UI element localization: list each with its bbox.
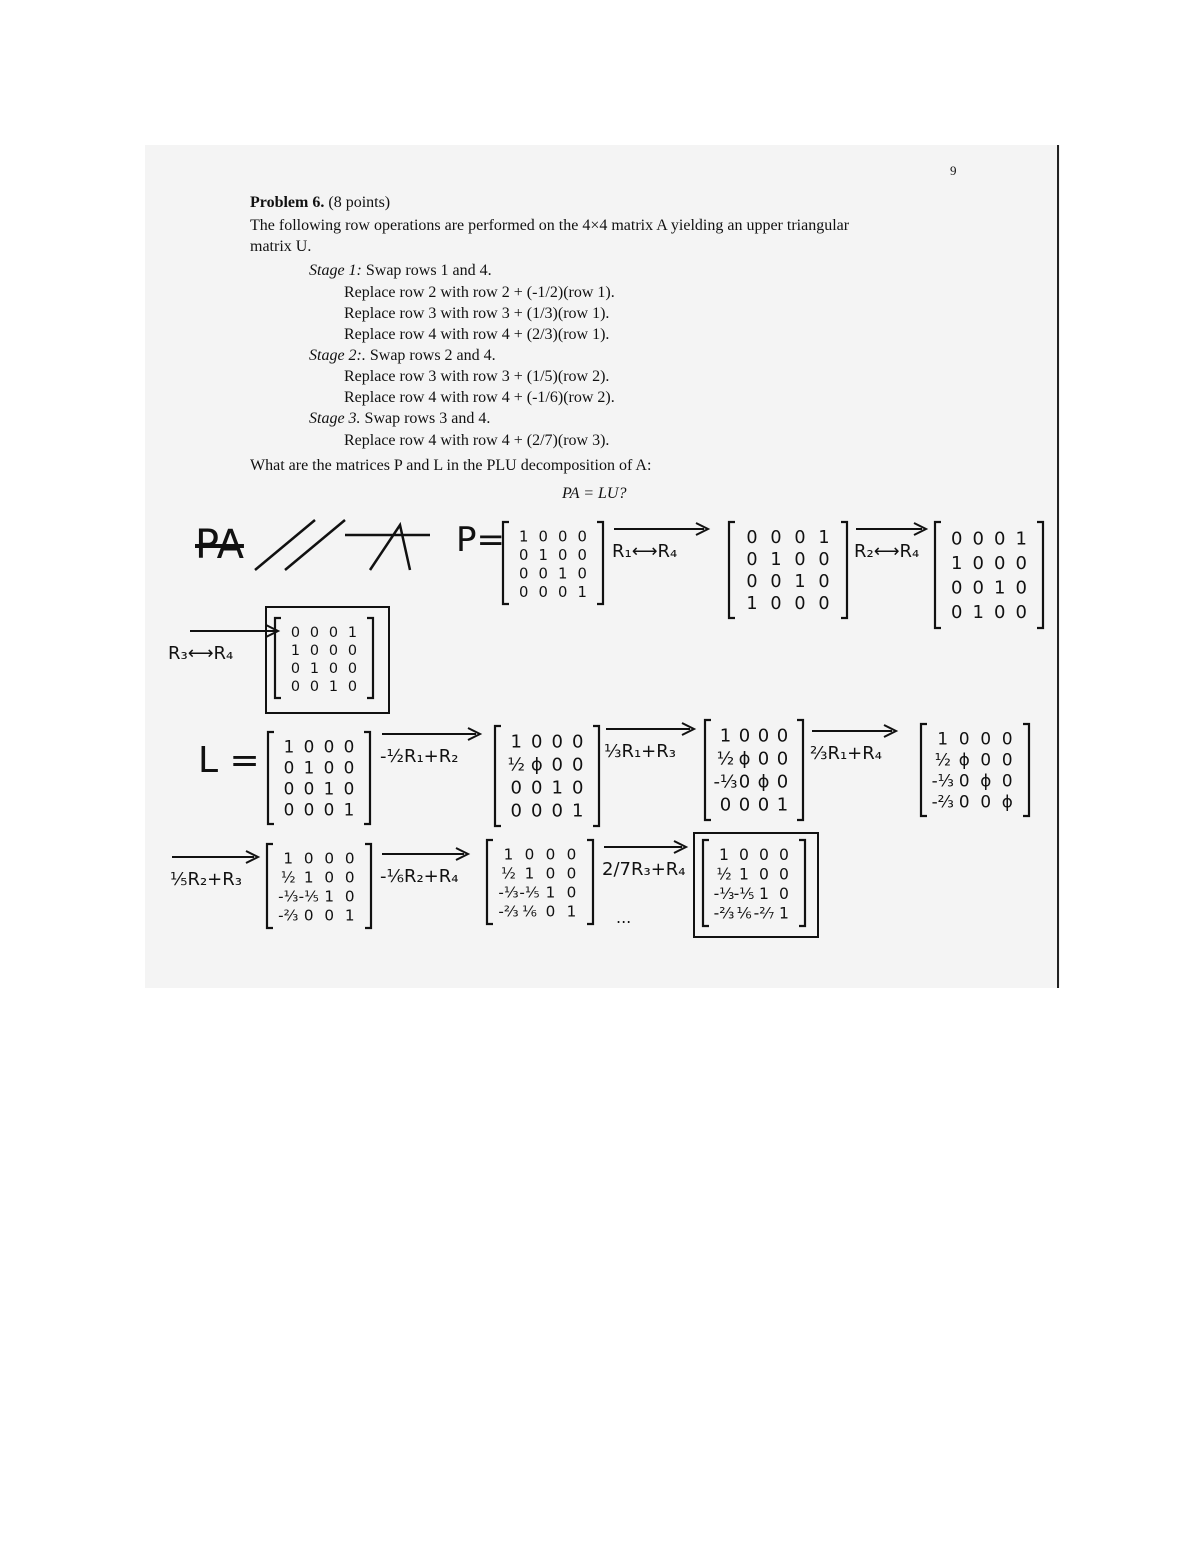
left-bracket [729,522,735,618]
matrix-entry: 0 [344,887,355,906]
matrix-entry: 1 [776,794,789,816]
right-arrow-icon [854,522,930,536]
right-bracket [799,840,805,926]
matrix-entry: 0 [958,770,970,791]
matrix-entry: 0 [566,883,577,902]
matrix-entry: 0 [531,777,543,799]
page-number: 9 [950,163,957,178]
matrix-entry: 0 [994,601,1006,623]
matrix-entry: ϕ [958,749,970,770]
matrix-entry: 1 [566,902,577,921]
matrix-entry: 0 [980,728,992,749]
matrix-p1 [726,520,850,625]
problem-points: (8 points) [328,194,391,211]
matrix-entry: -⅓ [931,770,954,791]
matrix-entry: 1 [759,884,769,903]
matrix-entry: 0 [343,757,355,778]
left-bracket [268,732,274,824]
matrix-entry: 0 [510,777,522,799]
matrix-p3 [272,616,376,705]
arrow-r1r4 [612,520,712,562]
matrix-entry: 0 [746,572,758,592]
op-a-label: -½R₁+R₂ [380,746,459,767]
matrix-entry: 0 [347,643,358,659]
matrix-entry: 0 [538,565,548,583]
matrix-entry: ϕ [980,770,992,791]
left-bracket [703,840,709,926]
matrix-entry: 0 [566,845,577,864]
matrix-p0 [500,520,606,611]
equation: PA = LU? [562,485,627,502]
matrix-entry: 0 [779,845,789,864]
matrix-entry: -⅓ [713,884,735,903]
matrix-entry: 0 [290,661,301,677]
matrix-entry: ½ [507,754,525,776]
matrix-entry: 0 [309,679,320,695]
matrix-entry: 0 [531,800,543,822]
matrix-entry: 1 [328,679,339,695]
right-bracket [367,618,373,698]
matrix-entry: 0 [558,583,568,601]
matrix-entry: 0 [770,572,782,592]
matrix-entry: 0 [303,849,314,868]
right-bracket [597,522,603,604]
matrix-entry: 0 [951,601,963,623]
matrix-entry: 0 [324,868,335,887]
matrix-entry: 0 [343,778,355,799]
matrix-entry: 0 [818,550,830,570]
matrix-entry: 0 [746,550,758,570]
matrix-p2 [932,520,1046,635]
matrix-entry: 0 [994,552,1006,574]
matrix-entry: 0 [290,625,301,641]
matrix-entry: 1 [343,799,355,820]
l-label: L = [198,740,260,781]
matrix-entry: 0 [1015,577,1027,599]
matrix-entry: 0 [794,594,806,614]
stage-2-op-1: Replace row 3 with row 3 + (1/5)(row 2). [344,368,610,385]
right-bracket [364,732,370,824]
problem-title [250,194,390,212]
matrix-entry: 1 [344,906,355,925]
matrix-entry: ⅙ [522,902,537,921]
matrix-entry: 0 [738,771,751,793]
matrix-entry: 0 [328,643,339,659]
matrix-entry: 0 [719,794,732,816]
matrix-entry: 0 [980,749,992,770]
matrix-entry: 1 [972,601,984,623]
left-bracket [705,720,711,820]
matrix-entry: 0 [303,736,315,757]
left-bracket [503,522,509,604]
right-bracket [797,720,803,820]
matrix-entry: 0 [818,572,830,592]
matrix-entry: -⅔ [498,902,519,921]
matrix-entry: ½ [934,749,951,770]
matrix-entry: 0 [344,868,355,887]
left-bracket [275,618,281,698]
matrix-entry: 0 [1001,728,1013,749]
matrix-entry: 0 [757,725,770,747]
matrix-entry: 0 [343,736,355,757]
matrix-svg [702,718,806,822]
right-arrow-icon [380,847,472,861]
stage-3-swap: Swap rows 3 and 4. [364,410,491,427]
matrix-entry: 0 [577,565,587,583]
matrix-entry: 1 [283,736,295,757]
right-bracket [841,522,847,618]
right-bracket [1023,724,1029,816]
matrix-entry: 0 [551,800,563,822]
op-e-label: -⅙R₂+R₄ [380,866,459,887]
matrix-entry: 1 [937,728,949,749]
matrix-entry: 0 [577,546,587,564]
right-arrow-icon [604,722,698,736]
op-r3r4-label: R₃⟷R₄ [168,643,234,664]
matrix-entry: 0 [572,731,584,753]
matrix-l1 [492,724,602,833]
matrix-entry: 0 [510,800,522,822]
matrix-entry: 0 [958,791,970,812]
right-arrow-icon [602,840,690,854]
op-c-label: ⅔R₁+R₄ [810,743,882,764]
left-bracket [267,844,273,928]
matrix-entry: 1 [951,552,963,574]
matrix-l3 [918,722,1032,823]
matrix-entry: 1 [538,546,548,564]
matrix-entry: 0 [545,864,556,883]
matrix-entry: 0 [519,565,529,583]
matrix-entry: 0 [538,528,548,546]
matrix-entry: 0 [531,731,543,753]
matrix-entry: 1 [323,778,335,799]
matrix-entry: 1 [818,528,830,548]
left-bracket [935,522,941,628]
problem-label: Problem 6. [250,194,325,211]
matrix-entry: 0 [759,845,769,864]
arrow-op-c [810,722,900,764]
scan-edge [1057,145,1059,988]
matrix-l0 [265,730,373,831]
matrix-entry: 0 [545,902,556,921]
arrow-op-e [380,845,472,887]
matrix-svg [932,520,1046,630]
stage-1 [309,262,492,280]
matrix-entry: -⅕ [733,884,755,903]
matrix-entry: ½ [716,865,732,884]
stage-2-label: Stage 2:. [309,347,366,364]
question: What are the matrices P and L in the PLU decomposition of A: [250,457,652,474]
matrix-entry: ½ [716,748,735,770]
matrix-entry: 0 [519,583,529,601]
matrix-entry: 0 [1001,749,1013,770]
matrix-entry: -²⁄₇ [753,904,775,923]
matrix-entry: 1 [503,845,514,864]
arrow-op-d [170,848,262,890]
matrix-entry: -⅓ [498,883,519,902]
right-arrow-icon [612,522,712,536]
matrix-entry: 0 [566,864,577,883]
matrix-entry: ϕ [530,754,543,776]
matrix-entry: 1 [324,887,335,906]
matrix-entry: 0 [770,528,782,548]
matrix-entry: 0 [303,778,315,799]
matrix-entry: 0 [577,528,587,546]
matrix-entry: 0 [551,754,563,776]
stage-3 [309,410,490,428]
stage-1-op-1: Replace row 2 with row 2 + (-1/2)(row 1). [344,284,615,301]
right-bracket [593,726,599,826]
matrix-svg [484,838,596,926]
matrix-entry: ⅙ [736,904,752,923]
matrix-entry: 0 [309,625,320,641]
matrix-entry: 1 [519,528,529,546]
intro-line-1: The following row operations are performed on the 4×4 matrix A yielding an upper triangular [250,217,850,234]
stage-2-swap: Swap rows 2 and 4. [369,347,496,364]
matrix-entry: 0 [538,583,548,601]
matrix-entry: ½ [501,864,516,883]
matrix-entry: ϕ [1001,791,1013,812]
matrix-entry: 1 [770,550,782,570]
matrix-entry: 1 [1015,528,1027,550]
op-r2r4-label: R₂⟷R₄ [854,541,920,562]
matrix-entry: 0 [323,757,335,778]
matrix-entry: 0 [770,594,782,614]
matrix-entry: 1 [719,845,729,864]
op-b-label: ⅓R₁+R₃ [604,741,676,762]
matrix-svg [264,842,374,930]
matrix-entry: 0 [776,748,789,770]
matrix-entry: 0 [283,778,295,799]
matrix-entry: 1 [347,625,358,641]
matrix-entry: 1 [794,572,806,592]
matrix-svg [726,520,850,620]
matrix-entry: 1 [545,883,556,902]
arrow-op-f [602,838,690,880]
matrix-entry: 1 [739,865,749,884]
matrix-entry: 1 [994,577,1006,599]
matrix-entry: -⅕ [298,887,319,906]
stage-1-op-3: Replace row 4 with row 4 + (2/3)(row 1). [344,326,610,343]
matrix-entry: 0 [283,799,295,820]
matrix-entry: 0 [972,577,984,599]
right-bracket [1037,522,1043,628]
matrix-entry: 0 [1015,601,1027,623]
matrix-l5 [484,838,596,931]
ellipsis: ... [616,908,632,927]
matrix-entry: 0 [994,528,1006,550]
matrix-l4 [264,842,374,935]
op-d-label: ⅕R₂+R₃ [170,869,242,890]
left-bracket [921,724,927,816]
matrix-entry: 1 [746,594,758,614]
matrix-l6 [700,838,808,933]
matrix-entry: 0 [347,679,358,695]
right-bracket [587,840,593,924]
matrix-entry: 0 [324,906,335,925]
matrix-entry: 0 [290,679,301,695]
matrix-entry: 1 [551,777,563,799]
matrix-svg [918,722,1032,818]
matrix-entry: ϕ [757,771,770,793]
matrix-entry: 0 [951,577,963,599]
matrix-entry: 0 [738,794,751,816]
matrix-entry: -⅓ [713,771,738,793]
stage-3-label: Stage 3. [309,410,361,427]
matrix-entry: 0 [794,550,806,570]
matrix-entry: 0 [776,771,789,793]
matrix-entry: 1 [290,643,301,659]
matrix-entry: 0 [1001,770,1013,791]
matrix-svg [500,520,606,606]
op-f-label: 2/7R₃+R₄ [602,859,686,880]
matrix-entry: 0 [1015,552,1027,574]
matrix-entry: 1 [303,868,314,887]
right-bracket [365,844,371,928]
stage-1-op-2: Replace row 3 with row 3 + (1/3)(row 1). [344,305,610,322]
crossed-out-scribble: PA [195,522,244,568]
matrix-entry: 0 [757,748,770,770]
matrix-entry: 1 [283,849,294,868]
matrix-svg [492,724,602,828]
matrix-entry: 0 [283,757,295,778]
matrix-entry: 0 [794,528,806,548]
matrix-entry: 0 [303,799,315,820]
matrix-entry: 0 [519,546,529,564]
matrix-entry: 0 [328,661,339,677]
matrix-entry: 0 [323,736,335,757]
matrix-svg [265,730,373,826]
matrix-entry: 0 [347,661,358,677]
matrix-entry: 0 [303,906,314,925]
matrix-entry: 0 [951,528,963,550]
matrix-entry: ϕ [738,748,751,770]
matrix-entry: 0 [958,728,970,749]
matrix-entry: -⅔ [278,906,299,925]
arrow-op-b [604,720,698,762]
p-label: P= [456,520,505,560]
stage-2-op-2: Replace row 4 with row 4 + (-1/6)(row 2). [344,389,615,406]
matrix-entry: 0 [739,845,749,864]
matrix-entry: ½ [280,868,296,887]
matrix-entry: 1 [524,864,535,883]
matrix-entry: -⅔ [713,904,735,923]
matrix-l2 [702,718,806,827]
stage-2 [309,347,496,365]
matrix-entry: 1 [719,725,732,747]
matrix-svg [700,838,808,928]
right-arrow-icon [170,850,262,864]
matrix-entry: 0 [324,849,335,868]
matrix-entry: -⅕ [519,883,540,902]
matrix-entry: 0 [980,791,992,812]
scribble-strikeout [195,515,435,580]
matrix-entry: 0 [776,725,789,747]
matrix-entry: 0 [818,594,830,614]
matrix-entry: -⅓ [278,887,299,906]
matrix-entry: 0 [545,845,556,864]
stage-3-op-1: Replace row 4 with row 4 + (2/7)(row 3). [344,432,610,449]
matrix-entry: 0 [972,528,984,550]
matrix-entry: 0 [738,725,751,747]
matrix-entry: 0 [972,552,984,574]
matrix-entry: 1 [510,731,522,753]
matrix-entry: 0 [572,777,584,799]
right-arrow-icon [810,724,900,738]
matrix-entry: 0 [759,865,769,884]
matrix-entry: 0 [779,884,789,903]
matrix-entry: 0 [328,625,339,641]
matrix-entry: 0 [551,731,563,753]
matrix-entry: 0 [524,845,535,864]
intro-line-2: matrix U. [250,238,312,255]
matrix-entry: 1 [558,565,568,583]
stage-1-swap: Swap rows 1 and 4. [365,262,492,279]
left-bracket [495,726,501,826]
matrix-entry: 1 [303,757,315,778]
matrix-entry: 0 [779,865,789,884]
matrix-entry: 0 [344,849,355,868]
matrix-entry: 0 [746,528,758,548]
matrix-entry: 0 [323,799,335,820]
matrix-entry: 0 [309,643,320,659]
matrix-entry: 1 [309,661,320,677]
stage-1-label: Stage 1: [309,262,362,279]
arrow-op-a [380,725,484,767]
matrix-entry: 1 [779,904,789,923]
left-bracket [487,840,493,924]
arrow-r2r4 [854,520,930,562]
op-r1r4-label: R₁⟷R₄ [612,541,678,562]
matrix-entry: 1 [577,583,587,601]
right-arrow-icon [380,727,484,741]
matrix-entry: 0 [572,754,584,776]
matrix-entry: -⅔ [931,791,954,812]
matrix-entry: 0 [558,546,568,564]
matrix-entry: 0 [558,528,568,546]
matrix-entry: 1 [572,800,584,822]
matrix-entry: 0 [757,794,770,816]
matrix-svg [272,616,376,700]
